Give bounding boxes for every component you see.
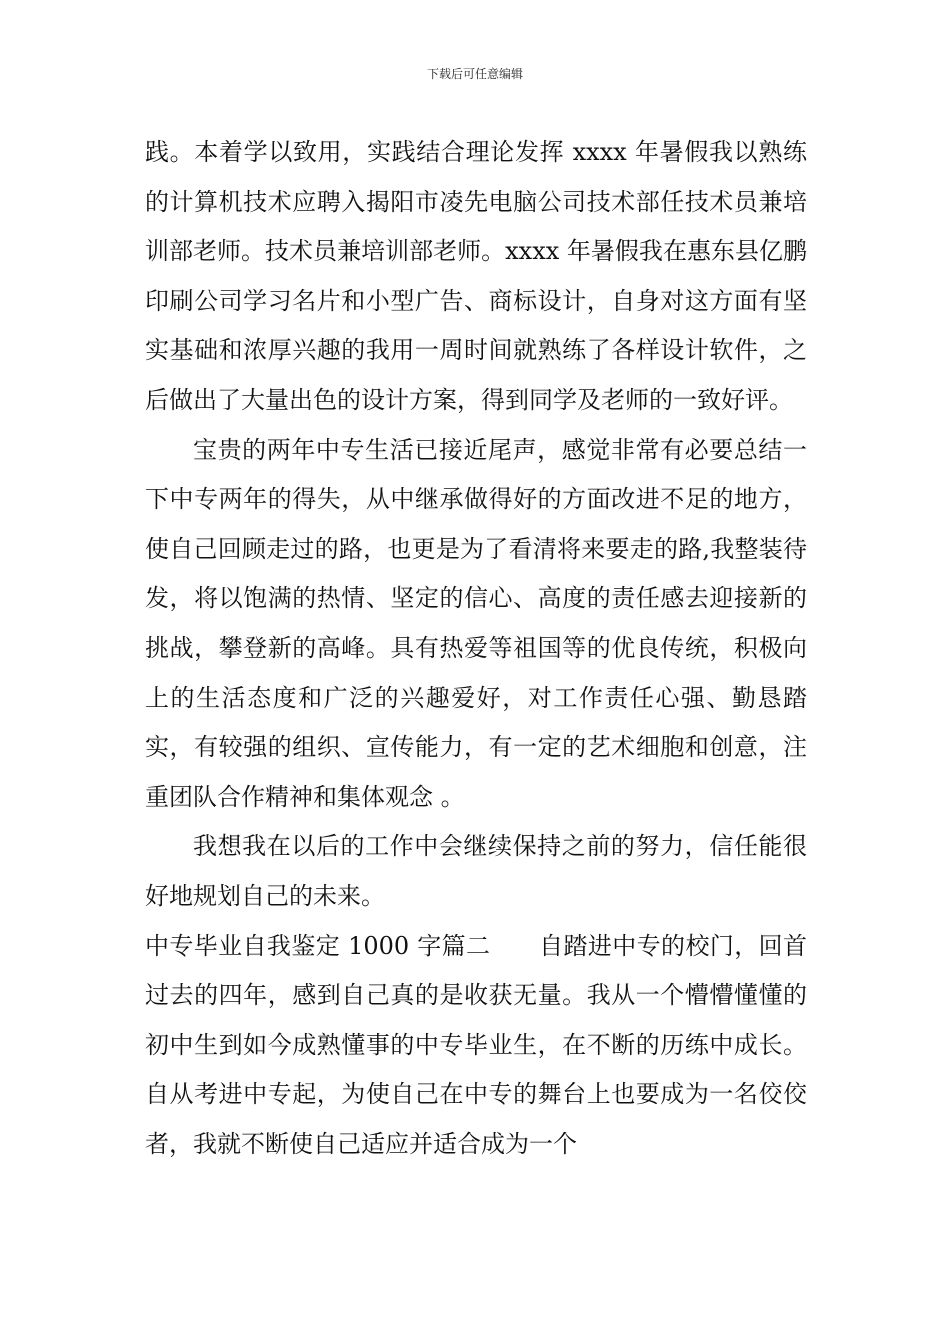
paragraph-4-section-heading: 中专毕业自我鉴定 1000 字篇二 自踏进中专的校门，回首过去的四年，感到自己真的是收获无量。我从一个懵懵懂懂的初中生到如今成熟懂事的中专毕业生，在不断的历练中成长。自从考进中专起，为使自己在中专的舞台上也要成为一名佼佼者，我就不断使自己适应并适合成为一个 xyxy=(145,931,807,1158)
paragraph-3: 我想我在以后的工作中会继续保持之前的努力，信任能很好地规划自己的未来。 xyxy=(145,832,807,910)
page-header: 下载后可任意编辑 xyxy=(426,67,523,81)
paragraph-2: 宝贵的两年中专生活已接近尾声，感觉非常有必要总结一下中专两年的得失，从中继承做得好的方面改进不足的地方，使自己回顾走过的路，也更是为了看清将来要走的路,我整装待发，将以饱满的热情、坚定的信心、高度的责任感去迎接新的挑战，攀登新的高峰。具有热爱等祖国等的优良传统，积极向上的生活态度和广泛的兴趣爱好，对工作责任心强、勤恳踏实，有较强的组织、宣传能力，有一定的艺术细胞和创意，注重团队合作精神和集体观念 。 xyxy=(145,435,807,811)
document-body xyxy=(145,128,807,1169)
paragraph-1: 践。本着学以致用，实践结合理论发挥 xxxx 年暑假我以熟练的计算机技术应聘入揭阳市凌先电脑公司技术部任技术员兼培训部老师。技术员兼培训部老师。xxxx 年暑假我在惠东县亿鹏印刷公司学习名片和小型广告、商标设计，自身对这方面有坚实基础和浓厚兴趣的我用一周时间就熟练了各样设计软件，之后做出了大量出色的设计方案，得到同学及老师的一致好评。 xyxy=(145,138,807,414)
